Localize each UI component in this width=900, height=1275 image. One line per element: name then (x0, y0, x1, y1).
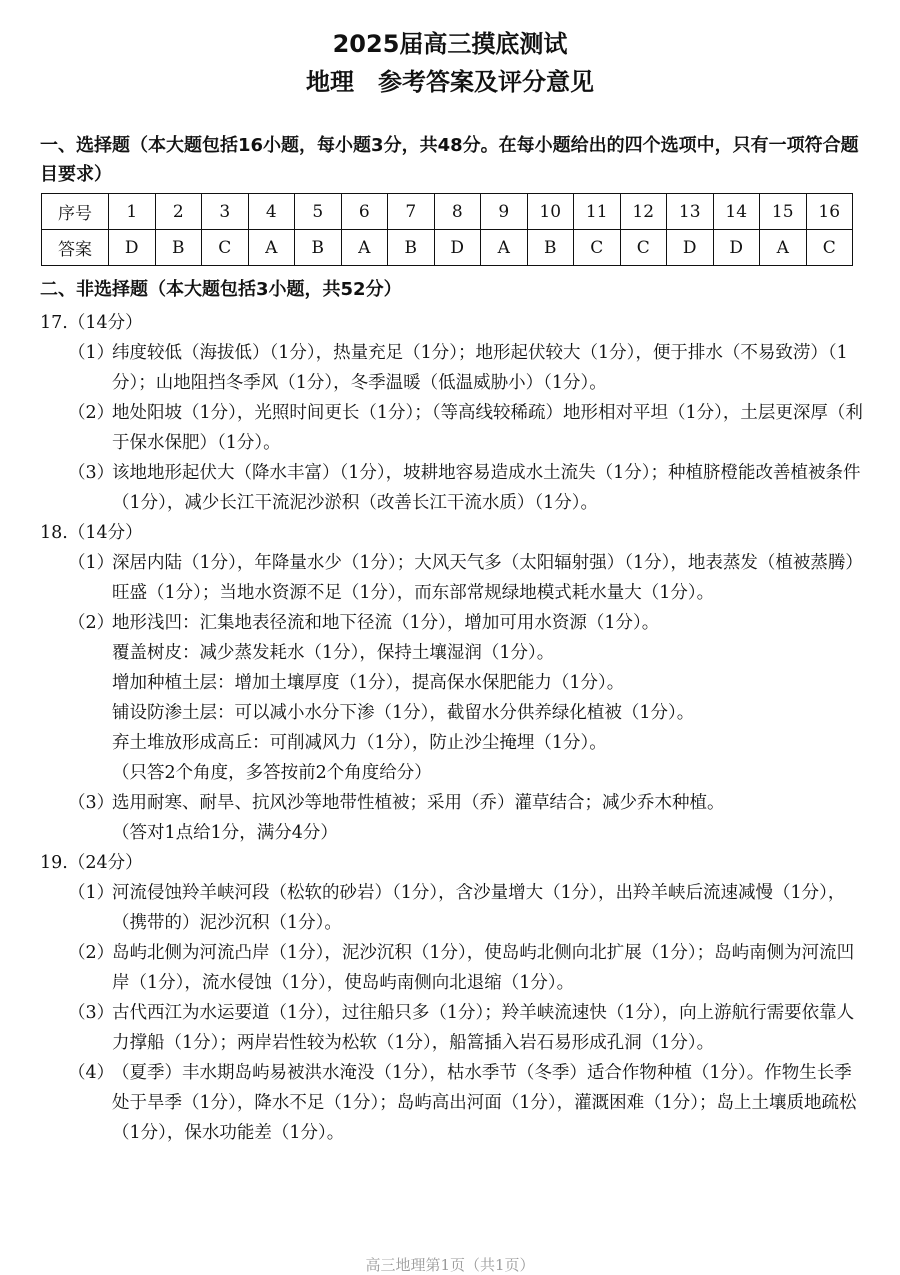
part-number: （2） (68, 613, 115, 633)
part-number: （1） (68, 553, 115, 573)
table-cell: D (109, 230, 156, 266)
table-row-answers (42, 230, 853, 266)
table-cell: A (248, 230, 295, 266)
table-cell: A (341, 230, 388, 266)
part-number: （2） (68, 943, 115, 963)
table-cell: 12 (620, 194, 667, 230)
part-number: （3） (68, 463, 115, 483)
part-number: （1） (68, 883, 115, 903)
table-cell: B (527, 230, 574, 266)
answer-text: 纬度较低（海拔低）（1分），热量充足（1分）；地形起伏较大（1分），便于排水（不易致涝）（1分）；山地阻挡冬季风（1分），冬季温暖（低温威胁小）（1分）。 (112, 343, 848, 393)
table-cell: 16 (806, 194, 853, 230)
table-cell: B (155, 230, 202, 266)
answer-text: 该地地形起伏大（降水丰富）（1分），坡耕地容易造成水土流失（1分）；种植脐橙能改善植被条件（1分），减少长江干流泥沙淤积（改善长江干流水质）（1分）。 (112, 463, 861, 513)
section1-heading: 一、选择题（本大题包括16小题，每小题3分，共48分。在每小题给出的四个选项中，只有一项符合题目要求） (40, 135, 859, 185)
answer-table (41, 193, 853, 266)
table-cell: 1 (109, 194, 156, 230)
table-cell: D (434, 230, 481, 266)
answer-line: 铺设防渗土层：可以减小水分下渗（1分），截留水分供养绿化植被（1分）。 (112, 703, 695, 723)
row-label-answer: 答案 (42, 230, 109, 266)
answer-text: 河流侵蚀羚羊峡河段（松软的砂岩）（1分），含沙量增大（1分），出羚羊峡后流速减慢（1分），（携带的）泥沙沉积（1分）。 (112, 883, 846, 933)
table-cell: A (481, 230, 528, 266)
answer-text: 选用耐寒、耐旱、抗风沙等地带性植被；采用（乔）灌草结合；减少乔木种植。 (112, 793, 725, 813)
answer-text: 古代西江为水运要道（1分），过往船只多（1分）；羚羊峡流速快（1分），向上游航行需要依靠人力撑船（1分）；两岸岩性较为松软（1分），船篙插入岩石易形成孔洞（1分）。 (112, 1003, 855, 1053)
q18-part-1 (0, 548, 900, 608)
table-cell: D (713, 230, 760, 266)
page-footer: 高三地理第1页（共1页） (365, 1256, 535, 1274)
table-cell: 2 (155, 194, 202, 230)
table-cell: 4 (248, 194, 295, 230)
answer-line: 弃土堆放形成高丘：可削减风力（1分），防止沙尘掩埋（1分）。 (112, 733, 607, 753)
q18-part-2 (0, 608, 900, 638)
table-cell: C (620, 230, 667, 266)
answer-text: 岛屿北侧为河流凸岸（1分），泥沙沉积（1分），使岛屿北侧向北扩展（1分）；岛屿南侧为河流凹岸（1分），流水侵蚀（1分），使岛屿南侧向北退缩（1分）。 (112, 943, 855, 993)
q19-part-2 (0, 938, 900, 998)
table-cell: 5 (295, 194, 342, 230)
q19-part-1 (0, 878, 900, 938)
table-cell: 15 (760, 194, 807, 230)
table-cell: 11 (574, 194, 621, 230)
question-17-title: 17.（14分） (40, 313, 143, 333)
part-number: （1） (68, 343, 115, 363)
table-cell: A (760, 230, 807, 266)
scoring-note: （只答2个角度，多答按前2个角度给分） (112, 763, 432, 783)
page-subtitle: 地理 参考答案及评分意见 (306, 68, 594, 96)
section2-heading: 二、非选择题（本大题包括3小题，共52分） (40, 279, 402, 300)
part-number: （4） (68, 1063, 115, 1083)
table-cell: 6 (341, 194, 388, 230)
q17-part-3 (0, 458, 900, 518)
q18-part-3 (0, 788, 900, 818)
question-18-title: 18.（14分） (40, 523, 143, 543)
table-cell: 14 (713, 194, 760, 230)
answer-text: （夏季）丰水期岛屿易被洪水淹没（1分），枯水季节（冬季）适合作物种植（1分）。作物生长季处于旱季（1分），降水不足（1分）；岛屿高出河面（1分），灌溉困难（1分）；岛上土壤质地疏松（1分），保水功能差（1分）。 (112, 1063, 857, 1143)
q17-part-1 (0, 338, 900, 398)
question-19-title: 19.（24分） (40, 853, 143, 873)
table-cell: B (295, 230, 342, 266)
table-cell: D (667, 230, 714, 266)
q19-part-4 (0, 1058, 900, 1148)
q19-part-3 (0, 998, 900, 1058)
table-cell: 13 (667, 194, 714, 230)
table-cell: C (202, 230, 249, 266)
answers-body (0, 308, 900, 1148)
row-label-number: 序号 (42, 194, 109, 230)
part-number: （3） (68, 1003, 115, 1023)
table-cell: B (388, 230, 435, 266)
table-cell: C (806, 230, 853, 266)
table-cell: C (574, 230, 621, 266)
part-number: （2） (68, 403, 115, 423)
table-cell: 10 (527, 194, 574, 230)
scoring-note: （答对1点给1分，满分4分） (112, 823, 338, 843)
answer-text: 地处阳坡（1分），光照时间更长（1分）；（等高线较稀疏）地形相对平坦（1分），土层更深厚（利于保水保肥）（1分）。 (112, 403, 863, 453)
answer-line: 增加种植土层：增加土壤厚度（1分），提高保水保肥能力（1分）。 (112, 673, 625, 693)
part-number: （3） (68, 793, 115, 813)
answer-text: 地形浅凹：汇集地表径流和地下径流（1分），增加可用水资源（1分）。 (112, 613, 660, 633)
table-cell: 7 (388, 194, 435, 230)
table-cell: 3 (202, 194, 249, 230)
table-row-numbers (42, 194, 853, 230)
page-title: 2025届高三摸底测试 (332, 30, 568, 58)
table-cell: 8 (434, 194, 481, 230)
table-cell: 9 (481, 194, 528, 230)
answer-line: 覆盖树皮：减少蒸发耗水（1分），保持土壤湿润（1分）。 (112, 643, 555, 663)
q17-part-2 (0, 398, 900, 458)
answer-text: 深居内陆（1分），年降量水少（1分）；大风天气多（太阳辐射强）（1分），地表蒸发（植被蒸腾）旺盛（1分）；当地水资源不足（1分），而东部常规绿地模式耗水量大（1分）。 (112, 553, 863, 603)
